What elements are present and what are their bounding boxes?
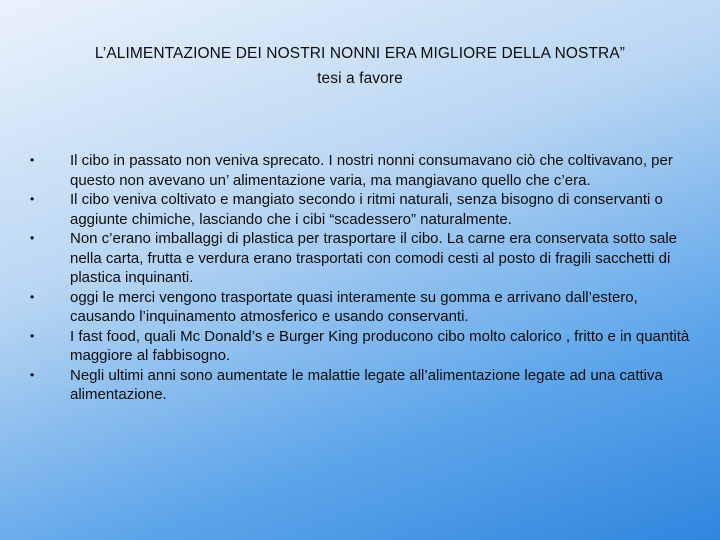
bullet-icon: • [30,192,35,206]
bullet-icon: • [30,153,35,167]
bullet-icon: • [30,367,35,382]
bullet-item [26,327,696,366]
slide-subtitle: tesi a favore [317,70,403,87]
bullet-item [26,288,696,327]
slide-title [0,41,720,91]
bullet-text: Il cibo in passato non veniva sprecato. I nostri nonni consumavano ciò che coltivavano, per questo non avevano un’ alimentazione varia, ma mangiavano quello che c’era. [70,152,673,189]
bullet-item [26,366,696,405]
slide-title-line1: L’ALIMENTAZIONE DEI NOSTRI NONNI ERA MIGLIORE DELLA NOSTRA” [94,45,626,62]
bullet-text: Non c’erano imballaggi di plastica per trasportare il cibo. La carne era conservata sotto sale nella carta, frutta e verdura erano trasportati con comodi cesti al posto di fragili sacchetti di plastica inquinanti. [70,230,677,286]
bullet-item [26,151,696,190]
bullet-icon: • [30,328,35,343]
bullet-icon: • [30,289,35,304]
bullet-text: I fast food, quali Mc Donald’s e Burger King producono cibo molto calorico , fritto e in quantità maggiore al fabbisogno. [70,327,690,364]
bullet-item [26,229,696,288]
bullet-item [26,190,696,229]
bullet-text: Negli ultimi anni sono aumentate le malattie legate all’alimentazione legate ad una cattiva alimentazione. [70,366,663,403]
bullet-icon: • [30,231,35,245]
bullet-list [26,151,696,405]
bullet-text: oggi le merci vengono trasportate quasi interamente su gomma e arrivano dall’estero, causando l’inquinamento atmosferico e usando conservanti. [70,288,638,325]
bullet-text: Il cibo veniva coltivato e mangiato secondo i ritmi naturali, senza bisogno di conservanti o aggiunte chimiche, lasciando che i cibi “scadessero” naturalmente. [70,191,663,228]
